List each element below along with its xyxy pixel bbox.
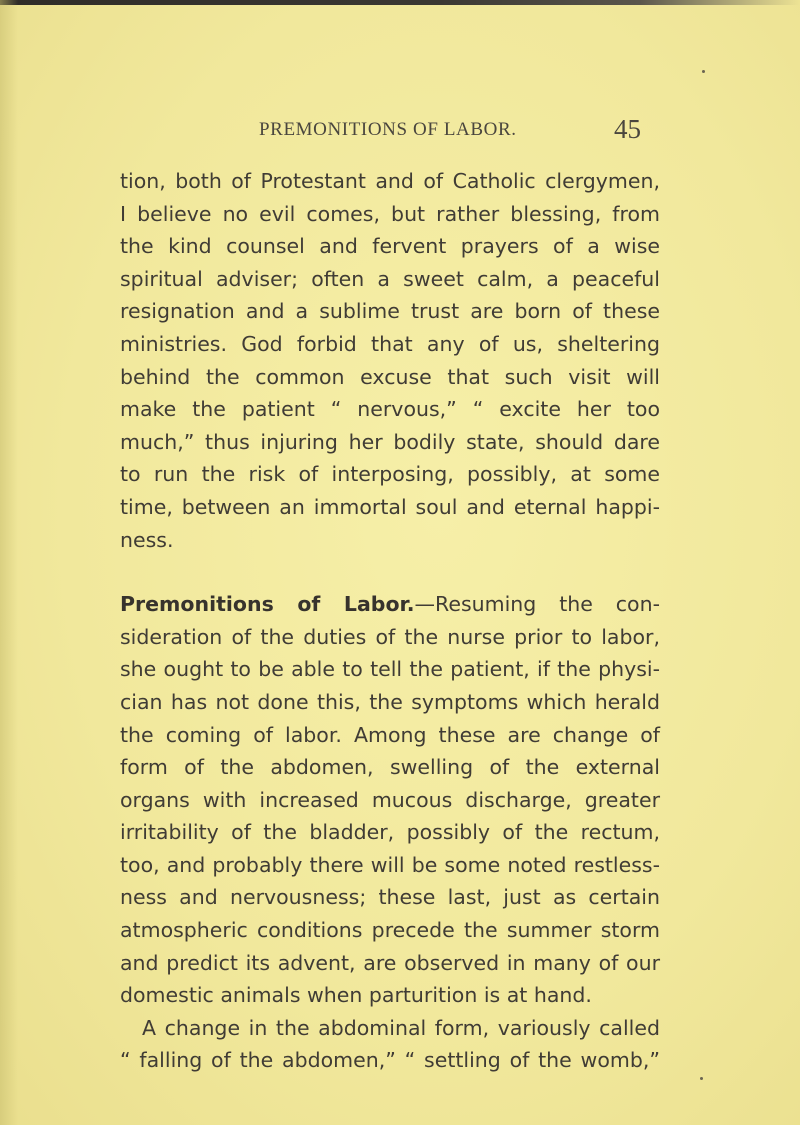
body-text	[120, 165, 660, 1077]
page-top-edge	[0, 0, 800, 5]
text-line: spiritual adviser; often a sweet calm, a peaceful	[120, 266, 660, 291]
paragraph-1	[120, 165, 660, 556]
text-line: sideration of the duties of the nurse prior to labor,	[120, 624, 660, 649]
text-line: domestic animals when parturition is at hand.	[120, 983, 592, 1008]
text-line: tion, both of Protestant and of Catholic clergymen,	[120, 169, 660, 193]
running-head-title: PREMONITIONS OF LABOR.	[259, 119, 517, 140]
text-line: behind the common excuse that such visit will	[120, 364, 660, 389]
paragraph-gap	[120, 556, 660, 588]
text-line: the kind counsel and fervent prayers of a wise	[120, 234, 660, 259]
text-line: she ought to be able to tell the patient, if the physi-	[120, 657, 660, 682]
text-line: A change in the abdominal form, variously called	[142, 1015, 660, 1040]
paper-speck	[702, 70, 705, 73]
text-line: and predict its advent, are observed in many of our	[120, 950, 660, 975]
paper-speck	[700, 1077, 703, 1080]
text-line: make the patient “ nervous,” “ excite her too	[120, 397, 660, 422]
text-line: form of the abdomen, swelling of the external	[120, 755, 660, 780]
text-line: irritability of the bladder, possibly of the rectum,	[120, 820, 660, 845]
text-line: much,” thus injuring her bodily state, should dare	[120, 429, 660, 454]
text-line: organs with increased mucous discharge, greater	[120, 787, 660, 812]
text-line: atmospheric conditions precede the summer storm	[120, 918, 660, 943]
text-line-with-heading	[120, 588, 660, 621]
paragraph-3	[120, 1012, 660, 1077]
text-line: ministries. God forbid that any of us, sheltering	[120, 331, 660, 356]
text-line: too, and probably there will be some noted restless-	[120, 852, 660, 877]
text-line: I believe no evil comes, but rather blessing, from	[120, 201, 660, 226]
text-line: ness and nervousness; these last, just as certain	[120, 885, 660, 910]
text-line: resignation and a sublime trust are born of these	[120, 299, 660, 324]
paragraph-2	[120, 588, 660, 1012]
text-fragment: —Resuming the con-	[414, 592, 660, 617]
text-line: time, between an immortal soul and eternal happi-	[120, 494, 660, 519]
text-line: to run the risk of interposing, possibly, at some	[120, 462, 660, 487]
text-line: cian has not done this, the symptoms which herald	[120, 689, 660, 714]
running-head	[0, 114, 800, 154]
page-binding-shadow	[0, 0, 18, 1125]
text-line: ness.	[120, 527, 174, 552]
text-line: “ falling of the abdomen,” “ settling of the womb,”	[120, 1048, 660, 1073]
text-line: the coming of labor. Among these are change of	[120, 722, 660, 747]
section-heading: Premonitions of Labor.	[120, 592, 415, 617]
page-number: 45	[614, 114, 641, 144]
